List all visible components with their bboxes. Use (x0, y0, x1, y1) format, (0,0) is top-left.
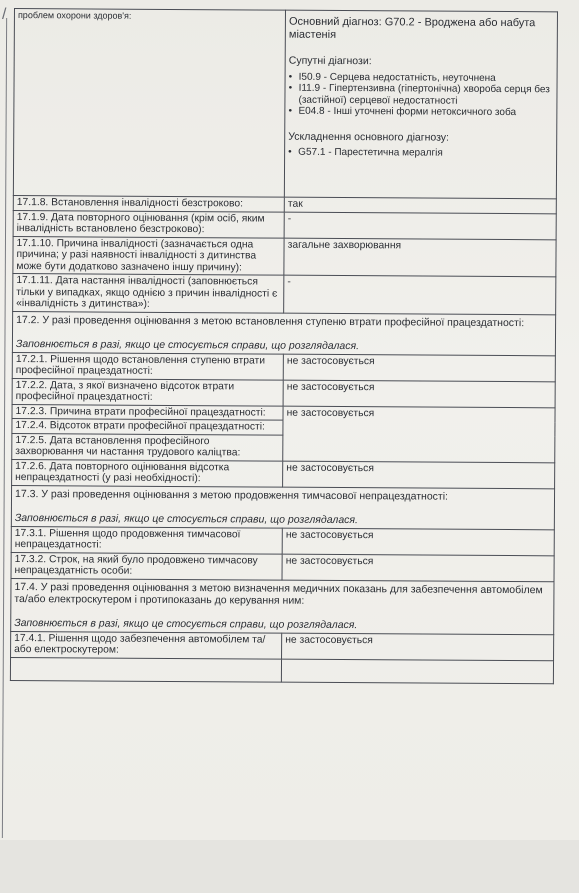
section-row (11, 578, 554, 634)
pen-mark-icon: / (2, 6, 7, 23)
cell-label: 17.2.3. Причина втрати професійної працездатності: (12, 404, 283, 420)
list-item: • G57.1 - Парестетична мералгія (288, 147, 553, 160)
section-title: 17.3. У разі проведення оцінювання з метою продовження тимчасової непрацездатності: (14, 487, 449, 503)
cell-label (13, 9, 285, 198)
list-item: • I50.9 - Серцева недостатність, неуточнена (289, 71, 554, 84)
cell-label: 17.2.1. Рішення щодо встановлення ступеню втрати професійної працездатності: (12, 352, 283, 380)
cell-value: загальне захворювання (284, 238, 556, 277)
table-row (13, 273, 556, 314)
section-title: 17.4. У разі проведення оцінювання з метою визначення медичних показань для забезпечення автомобілем та/або електроскутером і протипоказань до керування ним: (14, 580, 543, 607)
cell-label-text: проблем охорони здоров'я: (17, 10, 132, 21)
section-row (12, 311, 555, 355)
table-row (12, 459, 555, 488)
cell-label: 17.2.6. Дата повторного оцінювання відсотка непрацездатності (у разі необхідності): (12, 459, 283, 487)
cell-label: 17.1.8. Встановлення інвалідності безстроково: (13, 195, 284, 211)
cell-value: не застосовується (282, 633, 554, 661)
cell-label: 17.3.1. Рішення щодо продовження тимчасової непрацездатності: (11, 526, 282, 554)
comorbid-label: Супутні діагнози: (288, 54, 372, 68)
table-row (12, 378, 555, 407)
section-note: Заповнюється в разі, якщо це стосується справи, що розглядалася. (15, 337, 360, 352)
cell-value (281, 659, 553, 684)
cell-value: - (284, 212, 556, 240)
section-header (11, 578, 554, 634)
cell-label: 17.1.9. Дата повторного оцінювання (крім осіб, яким інвалідність встановлено безстроково): (13, 210, 284, 238)
margin-line (2, 18, 7, 838)
table-row (13, 236, 556, 277)
list-item: • I11.9 - Гіпертензивна (гіпертонічна) хвороба серця без (застійної) серцевої недостатності (288, 83, 553, 108)
cell-label (10, 657, 281, 682)
table-row (13, 210, 556, 239)
cell-label: 17.2.5. Дата встановлення професійного захворювання чи настання трудового каліцтва: (12, 433, 283, 461)
cell-value: - (284, 275, 556, 314)
section-note: Заповнюється в разі, якщо це стосується справи, що розглядалася. (14, 511, 359, 526)
cell-value: не застосовується (282, 554, 554, 582)
table-row (13, 9, 557, 199)
cell-value: не застосовується (283, 406, 555, 463)
table-row (11, 631, 554, 660)
section-note: Заповнюється в разі, якщо це стосується справи, що розглядалася. (14, 616, 358, 631)
cell-value: так (284, 197, 556, 213)
cell-value: не застосовується (282, 528, 554, 556)
cell-label: 17.4.1. Рішення щодо забезпечення автомобілем та/або електроскутером: (11, 631, 282, 659)
main-diagnosis: Основний діагноз: G70.2 - Вроджена або набута міастенія (288, 15, 536, 41)
table-row (12, 352, 555, 381)
section-header (11, 485, 554, 529)
background (0, 840, 579, 893)
cell-label: 17.2.4. Відсоток втрати професійної працездатності: (12, 418, 283, 434)
table-row (11, 526, 554, 555)
cell-label: 17.2.2. Дата, з якої визначено відсоток втрати професійної працездатності: (12, 378, 283, 406)
list-item: • E04.8 - Інші уточнені форми нетоксичного зоба (288, 106, 553, 119)
section-title: 17.2. У разі проведення оцінювання з метою встановлення ступеню втрати професійної працездатності: (16, 313, 525, 329)
comorbid-list (288, 71, 553, 119)
complications-list (288, 147, 553, 160)
section-row (11, 485, 554, 529)
diagnosis-cell (284, 10, 557, 199)
cell-value: не застосовується (283, 380, 555, 408)
complications-label: Ускладнення основного діагнозу: (288, 130, 450, 144)
section-header (12, 311, 555, 355)
table-row (10, 657, 553, 683)
table-row (11, 552, 554, 581)
cell-label: 17.3.2. Строк, на який було продовжено тимчасову непрацездатність особи: (11, 552, 282, 580)
cell-label: 17.1.10. Причина інвалідності (зазначається одна причина; у разі наявності інвалідності з дитинства може бути додатково зазначено іншу причину): (13, 236, 284, 275)
cell-value: не застосовується (283, 354, 555, 382)
form-table (10, 8, 558, 684)
cell-value: не застосовується (283, 461, 555, 489)
cell-label: 17.1.11. Дата настання інвалідності (заповнюється тільки у випадках, якщо однією з причин інвалідності є «інвалідність з дитинства»): (13, 273, 284, 312)
